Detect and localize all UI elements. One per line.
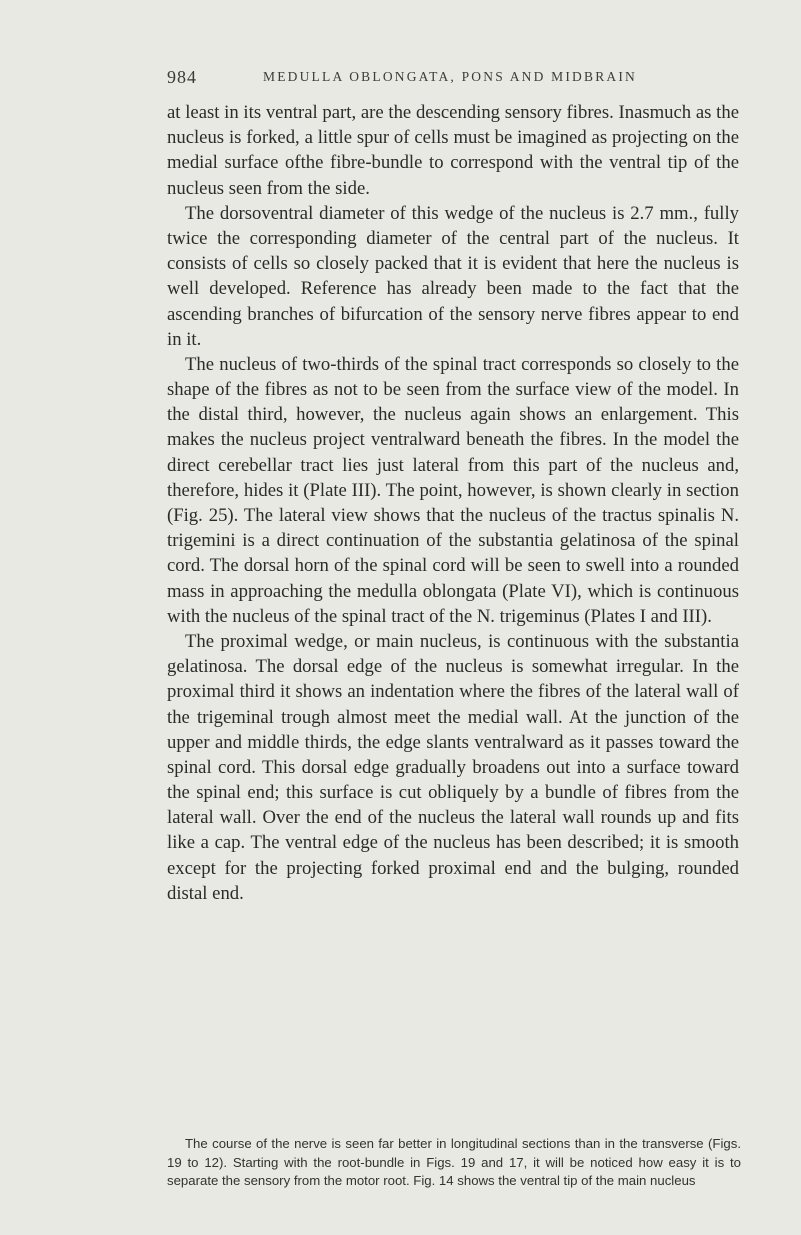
running-title: MEDULLA OBLONGATA, PONS AND MIDBRAIN <box>263 69 638 84</box>
paragraph: The proximal wedge, or main nucleus, is continuous with the substantia gelatinosa. The dorsal edge of the nucleus is somewhat irregular. In the proximal third it shows an indentation where the fibres of the lateral wall of the trigeminal trough almost meet the medial wall. At the junction of the upper and middle thirds, the edge slants ventralward as it passes toward the spinal cord. This dorsal edge gradually broadens out into a surface toward the spinal end; this surface is cut obliquely by a bundle of fibres from the lateral wall. Over the end of the nucleus the lateral wall rounds up and fits like a cap. The ventral edge of the nucleus has been described; it is smooth except for the projecting forked proximal end and the bulging, rounded distal end. <box>167 630 739 904</box>
page-number: 984 <box>167 67 197 87</box>
small-print-note: The course of the nerve is seen far better in longitudinal sections than in the transverse (Figs. 19 to 12). Starting with the root-bundle in Figs. 19 and 17, it will be noticed how easy it is to separate the sensory from the motor root. Fig. 14 shows the ventral tip of the main nucleus <box>167 1136 741 1189</box>
paragraph: The dorsoventral diameter of this wedge of the nucleus is 2.7 mm., fully twice the corresponding diameter of the central part of the nucleus. It consists of cells so closely packed that it is evident that here the nucleus is well developed. Reference has already been made to the fact that the ascending branches of bifurcation of the sensory nerve fibres appear to end in it. <box>167 202 739 350</box>
body-text <box>167 100 739 906</box>
paragraph: The nucleus of two-thirds of the spinal tract corresponds so closely to the shape of the fibres as not to be seen from the surface view of the model. In the distal third, however, the nucleus again shows an enlargement. This makes the nucleus project ventralward beneath the fibres. In the model the direct cerebellar tract lies just lateral from this part of the nucleus and, therefore, hides it (Plate III). The point, however, is shown clearly in section (Fig. 25). The lateral view shows that the nucleus of the tractus spinalis N. trigemini is a direct continuation of the substantia gelatinosa of the spinal cord. The dorsal horn of the spinal cord will be seen to swell into a rounded mass in approaching the medulla oblongata (Plate VI), which is continuous with the nucleus of the spinal tract of the N. trigeminus (Plates I and III). <box>167 353 739 627</box>
paragraph: at least in its ventral part, are the descending sensory fibres. Inasmuch as the nucleus is forked, a little spur of cells must be imagined as projecting on the medial surface ofthe fibre-bundle to correspond with the ventral tip of the nucleus seen from the side. <box>167 102 739 199</box>
